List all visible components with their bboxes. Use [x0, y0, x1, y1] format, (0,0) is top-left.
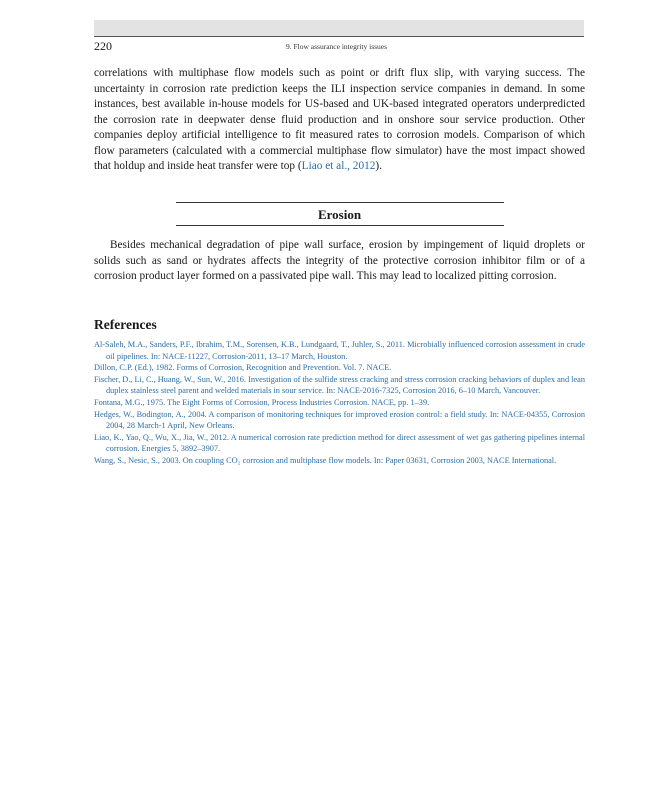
running-head: 9. Flow assurance integrity issues — [286, 42, 388, 51]
section-rule-top — [176, 202, 504, 203]
paragraph-2: Besides mechanical degradation of pipe wall surface, erosion by impingement of liquid droplets or solids such as sand or hydrates affects the integrity of the protective corrosion inhibitor film or of a corrosion product layer formed on a passivated pipe wall. This may lead to localized pitting corrosion. — [94, 239, 585, 282]
paragraph-1 — [94, 66, 585, 175]
reference-item[interactable]: Wang, S., Nesic, S., 2003. On coupling CO₂ corrosion and multiphase flow models. In: Paper 03631, Corrosion 2003, NACE International. — [94, 455, 557, 465]
references-title: References — [94, 317, 157, 332]
header-rule — [94, 36, 584, 37]
paragraph-1-end: ). — [375, 160, 382, 172]
references-list — [94, 339, 585, 467]
section-title: Erosion — [317, 207, 362, 222]
paragraph-1-text: correlations with multiphase flow models such as point or drift flux slip, with varying success. The uncertainty in corrosion rate prediction keeps the ILI inspection service companies in demand. In some instances, best available in-house models for US-based and UK-based integrated operators underpredicted the corrosion rate in deepwater dense fluid production and in onshore sour service production. Other companies deploy artificial intelligence to fit measured rates to corrosion models. Comparison of which flow parameters (calculated with a commercial multiphase flow simulator) have the most impact showed that holdup and inside heat transfer were top ( — [94, 67, 585, 172]
reference-item[interactable]: Fontana, M.G., 1975. The Eight Forms of Corrosion, Process Industries Corrosion. NACE, pp. 1–39. — [94, 397, 430, 407]
section-rule-bottom — [176, 225, 504, 226]
page-number: 220 — [94, 39, 112, 53]
reference-item[interactable]: Fischer, D., Li, C., Huang, W., Sun, W., 2016. Investigation of the sulfide stress cracking and stress corrosion cracking behaviors of duplex and lean duplex stainless steel parent and welded materials in sour service. In: NACE-2016-7325, Corrosion 2016, 6–10 March, Vancouver. — [94, 374, 585, 396]
reference-item[interactable]: Liao, K., Yao, Q., Wu, X., Jia, W., 2012. A numerical corrosion rate prediction method for direct assessment of wet gas gathering pipelines internal corrosion. Energies 5, 3892–3907. — [94, 432, 585, 454]
reference-item[interactable]: Hedges, W., Bodington, A., 2004. A comparison of monitoring techniques for improved erosion control: a field study. In: NACE-04355, Corrosion 2004, 28 March-1 April, New Orleans. — [94, 409, 585, 431]
citation-link[interactable]: Liao et al., 2012 — [301, 160, 376, 172]
reference-item[interactable]: Al-Saleh, M.A., Sanders, P.F., Ibrahim, T.M., Sorensen, K.B., Lundgaard, T., Juhler, S., 2011. Microbially influenced corrosion assessment in crude oil pipelines. In: NACE-11227, Corrosion-2011, 13–17 March, Houston. — [94, 340, 585, 361]
reference-item[interactable]: Dillon, C.P. (Ed.), 1982. Forms of Corrosion, Recognition and Prevention. Vol. 7. NACE. — [94, 363, 392, 373]
header-bar — [94, 20, 584, 36]
